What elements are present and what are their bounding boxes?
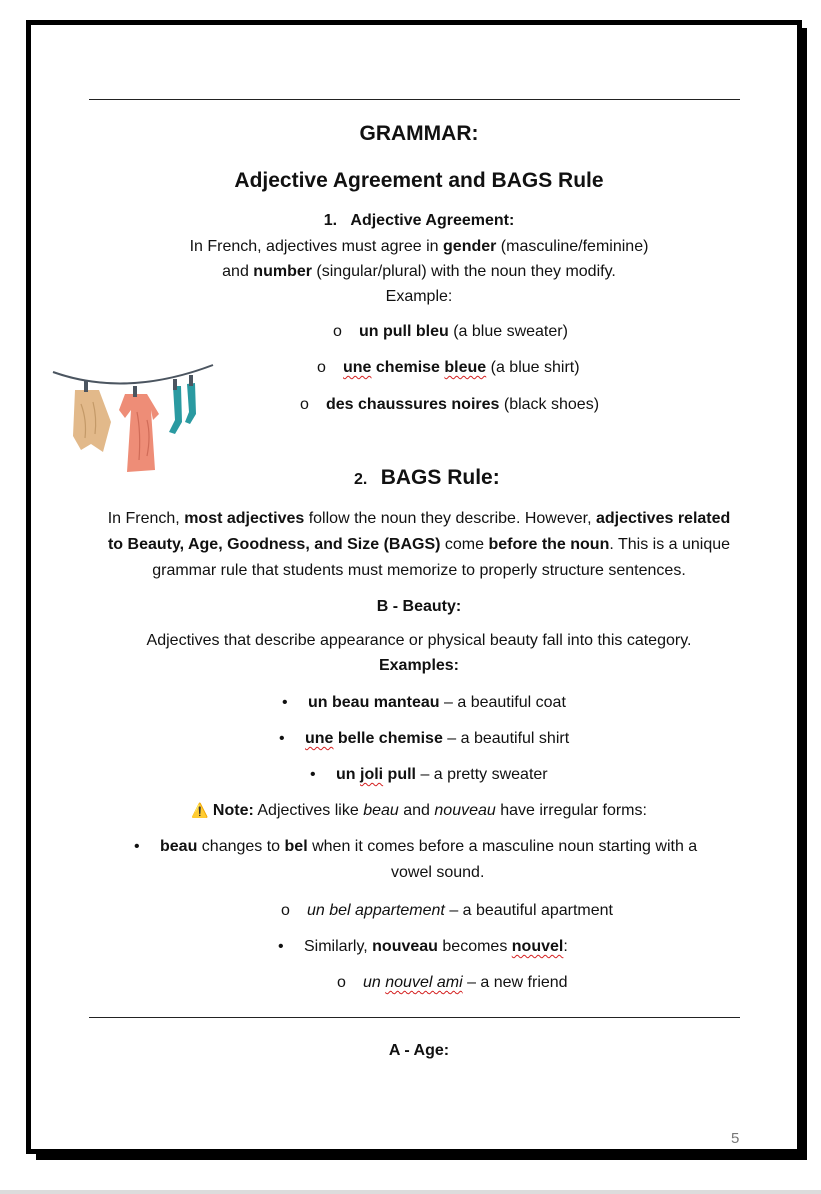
list-item: • une belle chemise – a beautiful shirt <box>279 730 570 747</box>
list-item: o des chaussures noires (black shoes) <box>300 396 600 413</box>
window-bottom-edge <box>0 1190 821 1194</box>
note-line: ⚠️ Note: Adjectives like beau and nouveau have irregular forms: <box>191 802 647 819</box>
shirt-icon <box>119 394 159 472</box>
list-item: o une chemise bleue (a blue shirt) <box>317 359 580 376</box>
age-heading: A - Age: <box>388 1042 450 1059</box>
part2-intro-line-3: grammar rule that students must memorize to properly structure sentences. <box>152 562 686 579</box>
clothesline-illustration <box>51 360 221 480</box>
section-title: GRAMMAR: <box>359 122 479 145</box>
top-rule <box>89 99 740 100</box>
document-page <box>26 20 802 1154</box>
examples-label: Examples: <box>378 657 460 674</box>
part2-intro-line-2: to Beauty, Age, Goodness, and Size (BAGS) come before the noun. This is a unique <box>107 536 731 553</box>
list-item: • un beau manteau – a beautiful coat <box>282 694 566 711</box>
part1-line-2: and number (singular/plural) with the noun they modify. <box>222 263 616 280</box>
list-item: • Similarly, nouveau becomes nouvel: <box>278 938 568 955</box>
list-item: o un pull bleu (a blue sweater) <box>333 323 568 340</box>
part2-intro-line-1: In French, most adjectives follow the noun they describe. However, adjectives related <box>107 510 731 527</box>
sweater-icon <box>73 390 111 452</box>
beauty-description: Adjectives that describe appearance or physical beauty fall into this category. <box>146 632 692 649</box>
bottom-rule <box>89 1017 740 1018</box>
example-label: Example: <box>385 288 453 305</box>
page-subtitle: Adjective Agreement and BAGS Rule <box>234 169 604 192</box>
page-number: 5 <box>731 1130 740 1147</box>
list-item: • beau changes to bel when it comes before a masculine noun starting with a <box>134 838 698 855</box>
list-item-continuation: vowel sound. <box>391 864 485 881</box>
part1-line-1: In French, adjectives must agree in gender (masculine/feminine) <box>189 238 649 255</box>
list-item: o un nouvel ami – a new friend <box>337 974 568 991</box>
list-item: o un bel appartement – a beautiful apartment <box>281 902 613 919</box>
socks-icon <box>169 383 196 434</box>
warning-icon: ⚠️ <box>191 802 209 818</box>
list-item: • un joli pull – a pretty sweater <box>310 766 548 783</box>
beauty-heading: B - Beauty: <box>376 598 462 615</box>
part1-heading: 1. Adjective Agreement: <box>323 212 515 229</box>
part2-heading: 2. BAGS Rule: <box>354 466 500 489</box>
